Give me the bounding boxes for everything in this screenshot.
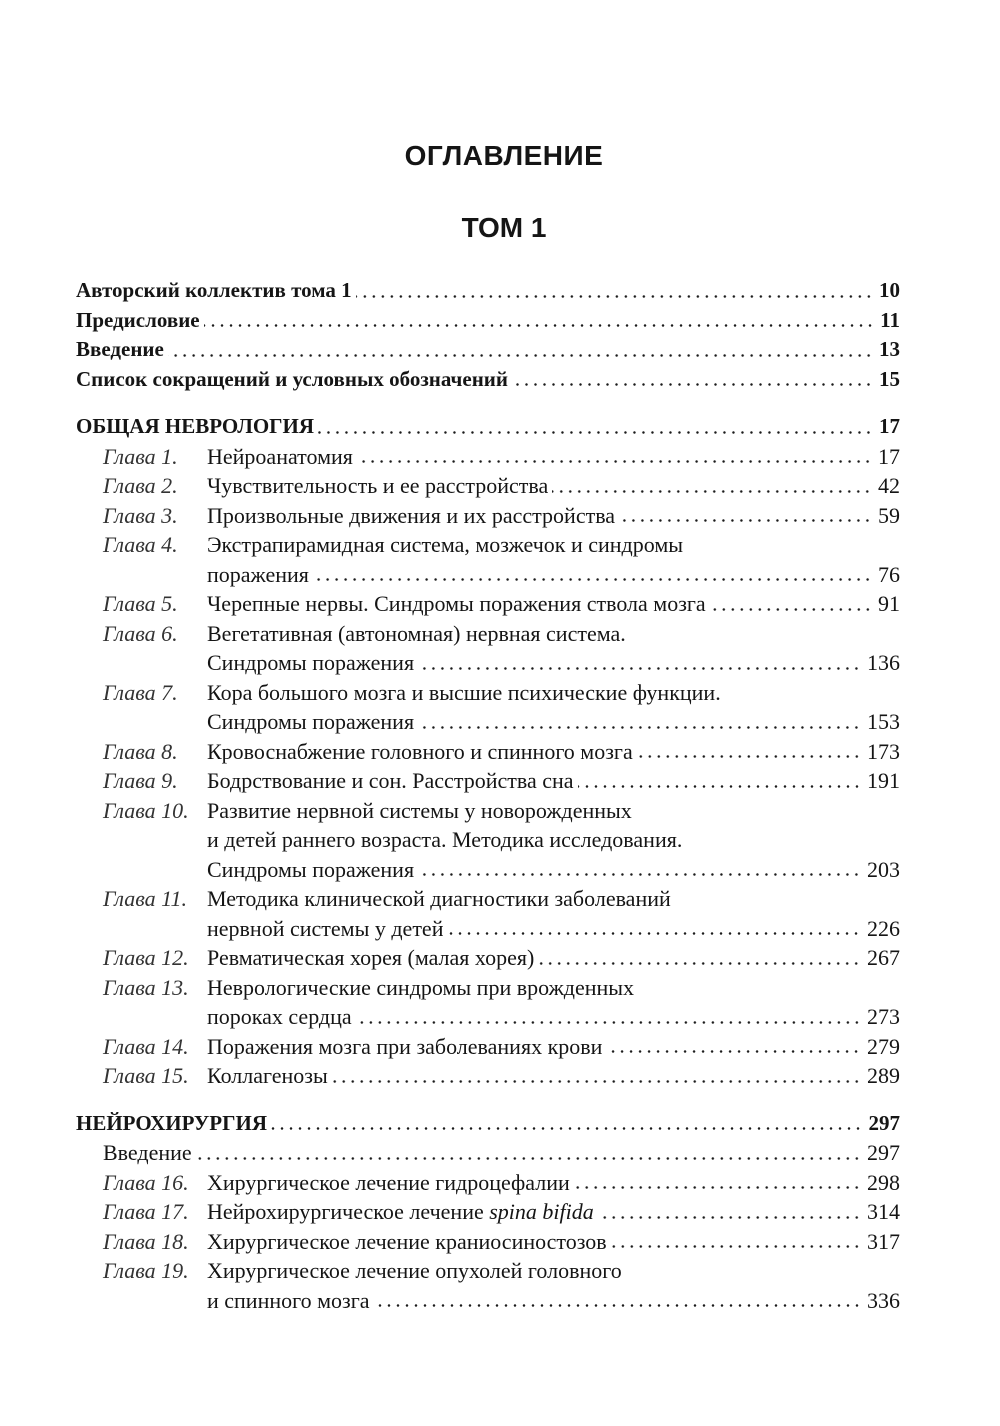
section-page: 297 — [868, 1110, 900, 1135]
dot-leader — [418, 667, 861, 670]
chapter-label: Глава 6. — [103, 620, 178, 646]
chapter-label: Глава 19. — [103, 1258, 189, 1283]
toc-chapter-line — [76, 943, 900, 973]
toc-chapter-line — [76, 707, 900, 737]
toc-chapter-line — [76, 914, 900, 944]
toc-section-general-neurology[interactable] — [76, 412, 900, 442]
chapter-label: Глава 3. — [103, 502, 178, 528]
toc-chapter-entry[interactable] — [76, 1197, 900, 1227]
chapter-page: 17 — [878, 443, 900, 469]
toc-entry-page: 10 — [879, 278, 900, 302]
page-heading: ОГЛАВЛЕНИЕ — [404, 140, 604, 171]
section-title: ОБЩАЯ НЕВРОЛОГИЯ — [76, 414, 315, 438]
toc-chapter-entry[interactable] — [76, 737, 900, 767]
chapter-title: пороках сердца — [207, 1004, 352, 1029]
toc-chapter-entry[interactable] — [76, 973, 900, 1032]
toc-chapter-entry[interactable] — [76, 619, 900, 678]
chapter-list-general-neurology — [76, 442, 900, 1091]
toc-chapter-entry[interactable] — [76, 1256, 900, 1315]
toc-chapter-line — [76, 471, 900, 501]
toc-chapter-line — [76, 589, 900, 619]
dot-leader — [619, 519, 872, 522]
toc-chapter-line — [76, 766, 900, 796]
toc-entry-abbreviations[interactable] — [76, 365, 900, 395]
section-page: 17 — [879, 414, 900, 438]
chapter-title: Чувствительность и ее расстройства — [207, 473, 549, 498]
dot-leader — [318, 431, 873, 434]
chapter-page: 191 — [867, 768, 900, 793]
toc-chapter-entry[interactable] — [76, 766, 900, 796]
dot-leader — [204, 324, 875, 327]
dot-leader — [418, 873, 861, 876]
chapter-page: 226 — [867, 915, 900, 941]
toc-chapter-entry[interactable] — [76, 943, 900, 973]
toc-chapter-line — [76, 648, 900, 678]
toc-chapter-entry[interactable] — [76, 884, 900, 943]
chapter-label: Глава 17. — [103, 1199, 189, 1224]
chapter-title: Хирургическое лечение гидроцефалии — [207, 1169, 570, 1195]
dot-leader — [332, 1080, 861, 1083]
chapter-title: Экстрапирамидная система, мозжечок и синдромы — [207, 532, 684, 557]
toc-chapter-entry[interactable] — [76, 678, 900, 737]
dot-leader — [598, 1216, 861, 1219]
toc-chapter-line — [76, 442, 900, 472]
chapter-title: Кора большого мозга и высшие психические функции. — [207, 679, 721, 705]
chapter-title: Ревматическая хорея (малая хорея) — [207, 945, 535, 970]
toc-chapter-line — [76, 530, 900, 560]
chapter-title: и спинного мозга — [207, 1287, 370, 1313]
chapter-page: 153 — [867, 709, 900, 734]
toc-chapter-line — [76, 1256, 900, 1286]
toc-entry-page: 13 — [879, 337, 900, 361]
toc-chapter-line — [76, 1032, 900, 1062]
dot-leader — [611, 1245, 861, 1248]
chapter-page: 136 — [867, 650, 900, 675]
chapter-page: 42 — [878, 473, 900, 498]
chapter-page: 289 — [867, 1063, 900, 1088]
toc-chapter-entry[interactable] — [76, 1227, 900, 1257]
toc-chapter-line — [76, 884, 900, 914]
chapter-title: Хирургическое лечение краниосиностозов — [207, 1228, 607, 1254]
dot-leader — [447, 932, 861, 935]
toc-chapter-line — [76, 1227, 900, 1257]
toc-chapter-line — [76, 560, 900, 590]
toc-entry-page: 11 — [880, 307, 900, 332]
chapter-page: 317 — [867, 1228, 900, 1254]
dot-leader — [606, 1050, 861, 1053]
chapter-label: Глава 13. — [103, 974, 189, 1000]
dot-leader — [512, 383, 873, 386]
chapter-page: 279 — [867, 1033, 900, 1059]
chapter-label: Глава 14. — [103, 1033, 189, 1059]
chapter-label: Глава 5. — [103, 591, 178, 616]
volume-heading: ТОМ 1 — [461, 212, 547, 243]
chapter-page: 267 — [867, 945, 900, 970]
chapter-title: поражения — [207, 561, 309, 587]
chapter-title: Методика клинической диагностики заболеваний — [207, 886, 671, 911]
dot-leader — [538, 962, 861, 965]
toc-entry-preface[interactable] — [76, 306, 900, 336]
chapter-title: Произвольные движения и их расстройства — [207, 502, 616, 528]
chapter-title: Неврологические синдромы при врожденных — [207, 974, 635, 1000]
toc-entry-page: 297 — [867, 1140, 900, 1165]
chapter-title: и детей раннего возраста. Методика исследования. — [207, 827, 683, 852]
toc-chapter-line — [76, 678, 900, 708]
toc-chapter-line — [76, 973, 900, 1003]
toc-entry-title: Список сокращений и условных обозначений — [76, 366, 508, 391]
chapter-title: Синдромы поражения — [207, 856, 415, 882]
chapter-title: Кровоснабжение головного и спинного мозга — [207, 738, 633, 764]
chapter-title: Синдромы поражения — [207, 709, 415, 734]
dot-leader — [196, 1157, 861, 1160]
chapter-list-neurosurgery — [76, 1168, 900, 1316]
chapter-page: 76 — [878, 561, 900, 587]
chapter-title: Бодрствование и сон. Расстройства сна — [207, 768, 574, 793]
dot-leader — [552, 490, 872, 493]
toc-entry-neurosurgery-intro[interactable] — [76, 1138, 900, 1168]
table-of-contents — [76, 276, 900, 1315]
toc-entry-authors[interactable] — [76, 276, 900, 306]
toc-chapter-entry[interactable] — [76, 501, 900, 531]
chapter-page: 59 — [878, 502, 900, 528]
toc-chapter-line — [76, 825, 900, 855]
dot-leader — [313, 578, 872, 581]
toc-chapter-line — [76, 855, 900, 885]
dot-leader — [374, 1304, 861, 1307]
toc-entry-title: Введение — [76, 337, 164, 361]
chapter-title: Хирургическое лечение опухолей головного — [207, 1258, 622, 1283]
chapter-label: Глава 2. — [103, 473, 178, 498]
toc-entry-title: Авторский коллектив тома 1 — [76, 278, 352, 302]
toc-chapter-line — [76, 619, 900, 649]
toc-chapter-line — [76, 737, 900, 767]
chapter-title: нервной системы у детей — [207, 915, 444, 941]
toc-chapter-line — [76, 501, 900, 531]
chapter-page: 173 — [867, 738, 900, 764]
chapter-label: Глава 18. — [103, 1228, 189, 1254]
chapter-label: Глава 15. — [103, 1063, 189, 1088]
dot-leader — [578, 785, 861, 788]
toc-chapter-entry[interactable] — [76, 471, 900, 501]
chapter-title: Нейрохирургическое лечение spina bifida — [207, 1199, 594, 1224]
toc-entry-title: Предисловие — [76, 307, 200, 332]
dot-leader — [168, 354, 873, 357]
chapter-label: Глава 9. — [103, 768, 178, 793]
toc-chapter-entry[interactable] — [76, 589, 900, 619]
chapter-title: Коллагенозы — [207, 1063, 328, 1088]
chapter-page: 298 — [867, 1169, 900, 1195]
dot-leader — [271, 1127, 863, 1130]
toc-chapter-entry[interactable] — [76, 796, 900, 885]
chapter-label: Глава 16. — [103, 1169, 189, 1195]
chapter-page: 273 — [867, 1004, 900, 1029]
toc-chapter-entry[interactable] — [76, 1168, 900, 1198]
chapter-label: Глава 1. — [103, 443, 178, 469]
section-title: НЕЙРОХИРУРГИЯ — [76, 1110, 267, 1135]
chapter-label: Глава 11. — [103, 886, 187, 911]
chapter-label: Глава 10. — [103, 797, 189, 823]
toc-chapter-line — [76, 1168, 900, 1198]
chapter-page: 336 — [867, 1287, 900, 1313]
dot-leader — [418, 726, 861, 729]
chapter-label: Глава 4. — [103, 532, 178, 557]
dot-leader — [357, 460, 872, 463]
dot-leader — [710, 608, 872, 611]
chapter-title: Развитие нервной системы у новорожденных — [207, 797, 632, 823]
chapter-title: Нейроанатомия — [207, 443, 353, 469]
chapter-title: Черепные нервы. Синдромы поражения ствола мозга — [207, 591, 706, 616]
dot-leader — [574, 1186, 861, 1189]
toc-section-neurosurgery[interactable] — [76, 1109, 900, 1139]
toc-entry-page: 15 — [879, 366, 900, 391]
dot-leader — [356, 295, 873, 298]
toc-chapter-entry[interactable] — [76, 1061, 900, 1091]
chapter-page: 203 — [867, 856, 900, 882]
chapter-label: Глава 12. — [103, 945, 189, 970]
toc-chapter-entry[interactable] — [76, 530, 900, 589]
toc-chapter-line — [76, 1286, 900, 1316]
chapter-label: Глава 7. — [103, 679, 178, 705]
chapter-page: 91 — [878, 591, 900, 616]
toc-chapter-entry[interactable] — [76, 1032, 900, 1062]
latin-term: spina bifida — [489, 1199, 594, 1224]
chapter-label: Глава 8. — [103, 738, 178, 764]
toc-chapter-line — [76, 1002, 900, 1032]
chapter-title: Вегетативная (автономная) нервная система. — [207, 620, 626, 646]
toc-entry-introduction[interactable] — [76, 335, 900, 365]
chapter-title: Поражения мозга при заболеваниях крови — [207, 1033, 603, 1059]
toc-chapter-line — [76, 1197, 900, 1227]
toc-chapter-line — [76, 1061, 900, 1091]
dot-leader — [637, 755, 861, 758]
dot-leader — [356, 1021, 861, 1024]
chapter-title: Синдромы поражения — [207, 650, 415, 675]
toc-entry-title: Введение — [103, 1140, 192, 1165]
toc-chapter-entry[interactable] — [76, 442, 900, 472]
toc-chapter-line — [76, 796, 900, 826]
chapter-page: 314 — [867, 1199, 900, 1224]
